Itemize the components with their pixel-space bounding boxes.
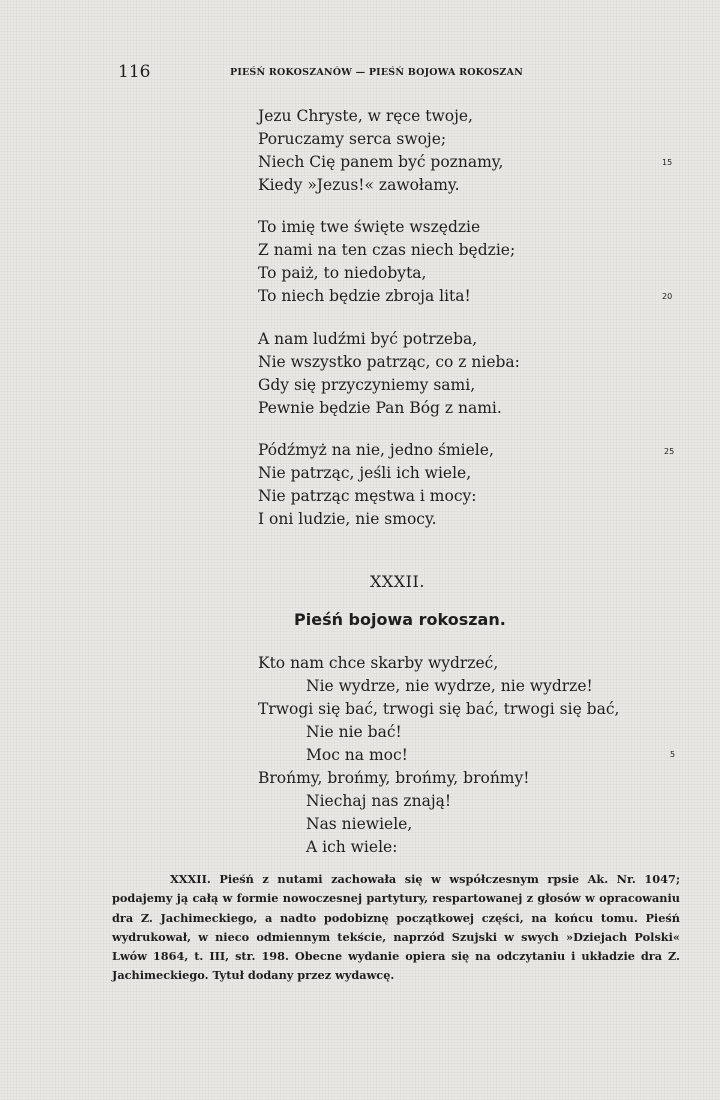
poem-title: Pieśń bojowa rokoszan. [294, 610, 506, 629]
poem-number: XXXII. [370, 572, 425, 591]
verse-line: To niech będzie zbroja lita! [258, 287, 471, 305]
poem-2-verses [258, 652, 619, 859]
stanza-1 [258, 105, 503, 197]
verse-line: Nie nie bać! [306, 723, 402, 741]
footnote: XXXII. Pieśń z nutami zachowała się w współczesnym rpsie Ak. Nr. 1047; podajemy ją całą w formie nowoczesnej partytury, respartowanej z głosów w opracowaniu dra Z. Jachimeckiego, a nadto podobiznę początkowej części, na końcu tomu. Pieśń wydrukował, w nieco odmiennym tekście, naprzód Szujski w swych »Dziejach Polski« Lwów 1864, t. III, str. 198. Obecne wydanie opiera się na odczytaniu i układzie dra Z. Jachimeckiego. Tytuł dodany przez wydawcę. [112, 872, 680, 983]
stanza-3 [258, 328, 520, 420]
verse-line: Gdy się przyczyniemy sami, [258, 376, 476, 394]
line-number: 5 [670, 750, 676, 759]
verse-line: Nie wszystko patrząc, co z nieba: [258, 353, 520, 371]
page-header [118, 62, 598, 86]
verse-line: Kto nam chce skarby wydrzeć, [258, 654, 499, 672]
verse-line: Jezu Chryste, w ręce twoje, [258, 107, 473, 125]
verse-line: Nie patrząc, jeśli ich wiele, [258, 464, 472, 482]
verse-line: Niech Cię panem być poznamy, [258, 153, 504, 171]
running-head: PIEŚŃ ROKOSZANÓW — PIEŚŃ BOJOWA ROKOSZAN [230, 67, 524, 78]
verse-line: To paiż, to niedobyta, [258, 264, 427, 282]
page-number: 116 [118, 62, 151, 82]
verse-line: Poruczamy serca swoje; [258, 130, 447, 148]
line-number: 20 [662, 292, 673, 301]
stanza-4 [258, 439, 494, 531]
verse-line: Nie wydrze, nie wydrze, nie wydrze! [306, 677, 593, 695]
verse-line: Brońmy, brońmy, brońmy, brońmy! [258, 769, 530, 787]
verse-line: A nam ludźmi być potrzeba, [258, 330, 478, 348]
verse-line: To imię twe święte wszędzie [258, 218, 481, 236]
stanza-2 [258, 216, 515, 308]
verse-line: Nie patrząc męstwa i mocy: [258, 487, 477, 505]
verse-line: Trwogi się bać, trwogi się bać, trwogi się bać, [258, 700, 620, 718]
verse-line: Pewnie będzie Pan Bóg z nami. [258, 399, 502, 417]
line-number: 15 [662, 158, 673, 167]
verse-line: Nas niewiele, [306, 815, 413, 833]
verse-line: Z nami na ten czas niech będzie; [258, 241, 516, 259]
verse-line: Kiedy »Jezus!« zawołamy. [258, 176, 460, 194]
verse-line: A ich wiele: [306, 838, 398, 856]
verse-line: I oni ludzie, nie smocy. [258, 510, 437, 528]
verse-line: Moc na moc! [306, 746, 408, 764]
line-number: 25 [664, 447, 675, 456]
verse-line: Niechaj nas znają! [306, 792, 452, 810]
verse-line: Pódźmyż na nie, jedno śmiele, [258, 441, 494, 459]
